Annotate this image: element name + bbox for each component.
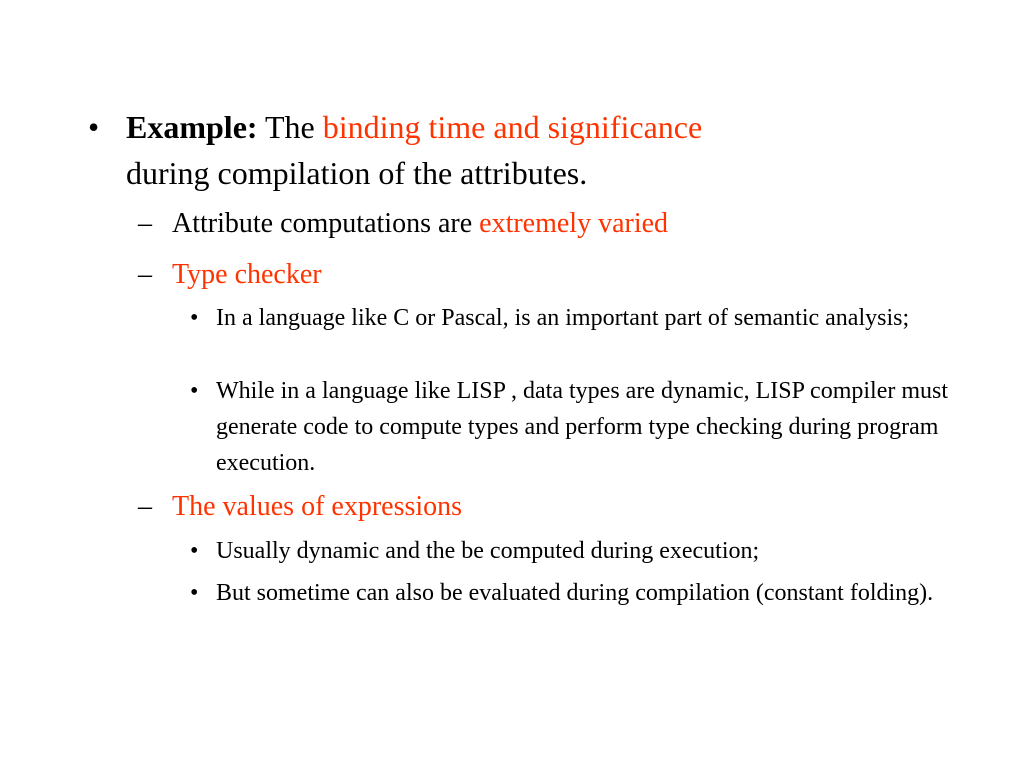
bullet-attribute-computations	[138, 207, 938, 241]
type-checker-text	[172, 258, 938, 292]
subbullet-lisp	[190, 373, 950, 481]
subbullet-c-pascal	[190, 300, 950, 336]
example-pre: The	[257, 109, 323, 145]
attribute-computations-text	[172, 207, 938, 241]
attr-pre: Attribute computations are	[172, 208, 480, 239]
example-text	[126, 104, 888, 196]
subbullet-dynamic	[190, 533, 950, 569]
dot-bullet: •	[190, 305, 199, 331]
bullet-dot: •	[88, 109, 100, 145]
bullet-values-of-expressions	[138, 490, 938, 524]
bullet-type-checker	[138, 258, 938, 292]
type-checker-highlight: Type checker	[172, 259, 322, 290]
lisp-text: While in a language like LISP , data types are dynamic, LISP compiler must generate code to compute types and perform type checking during program execution.	[216, 378, 949, 476]
attr-highlight: extremely varied	[479, 208, 669, 239]
bullet-example	[88, 104, 888, 196]
example-post: during compilation of the attributes.	[126, 155, 588, 191]
subbullet-constant-folding	[190, 575, 950, 611]
values-highlight: The values of expressions	[172, 491, 463, 522]
dash-bullet: –	[138, 491, 152, 522]
constant-folding-text: But sometime can also be evaluated during compilation (constant folding).	[216, 580, 934, 606]
dash-bullet: –	[138, 208, 152, 239]
dot-bullet: •	[190, 378, 199, 404]
dynamic-text: Usually dynamic and the be computed during execution;	[216, 538, 760, 564]
dot-bullet: •	[190, 580, 199, 606]
example-label: Example:	[126, 109, 258, 145]
values-text	[172, 490, 938, 524]
dot-bullet: •	[190, 538, 199, 564]
dash-bullet: –	[138, 259, 152, 290]
c-pascal-text: In a language like C or Pascal, is an important part of semantic analysis;	[216, 305, 910, 331]
example-highlight: binding time and significance	[322, 109, 703, 145]
